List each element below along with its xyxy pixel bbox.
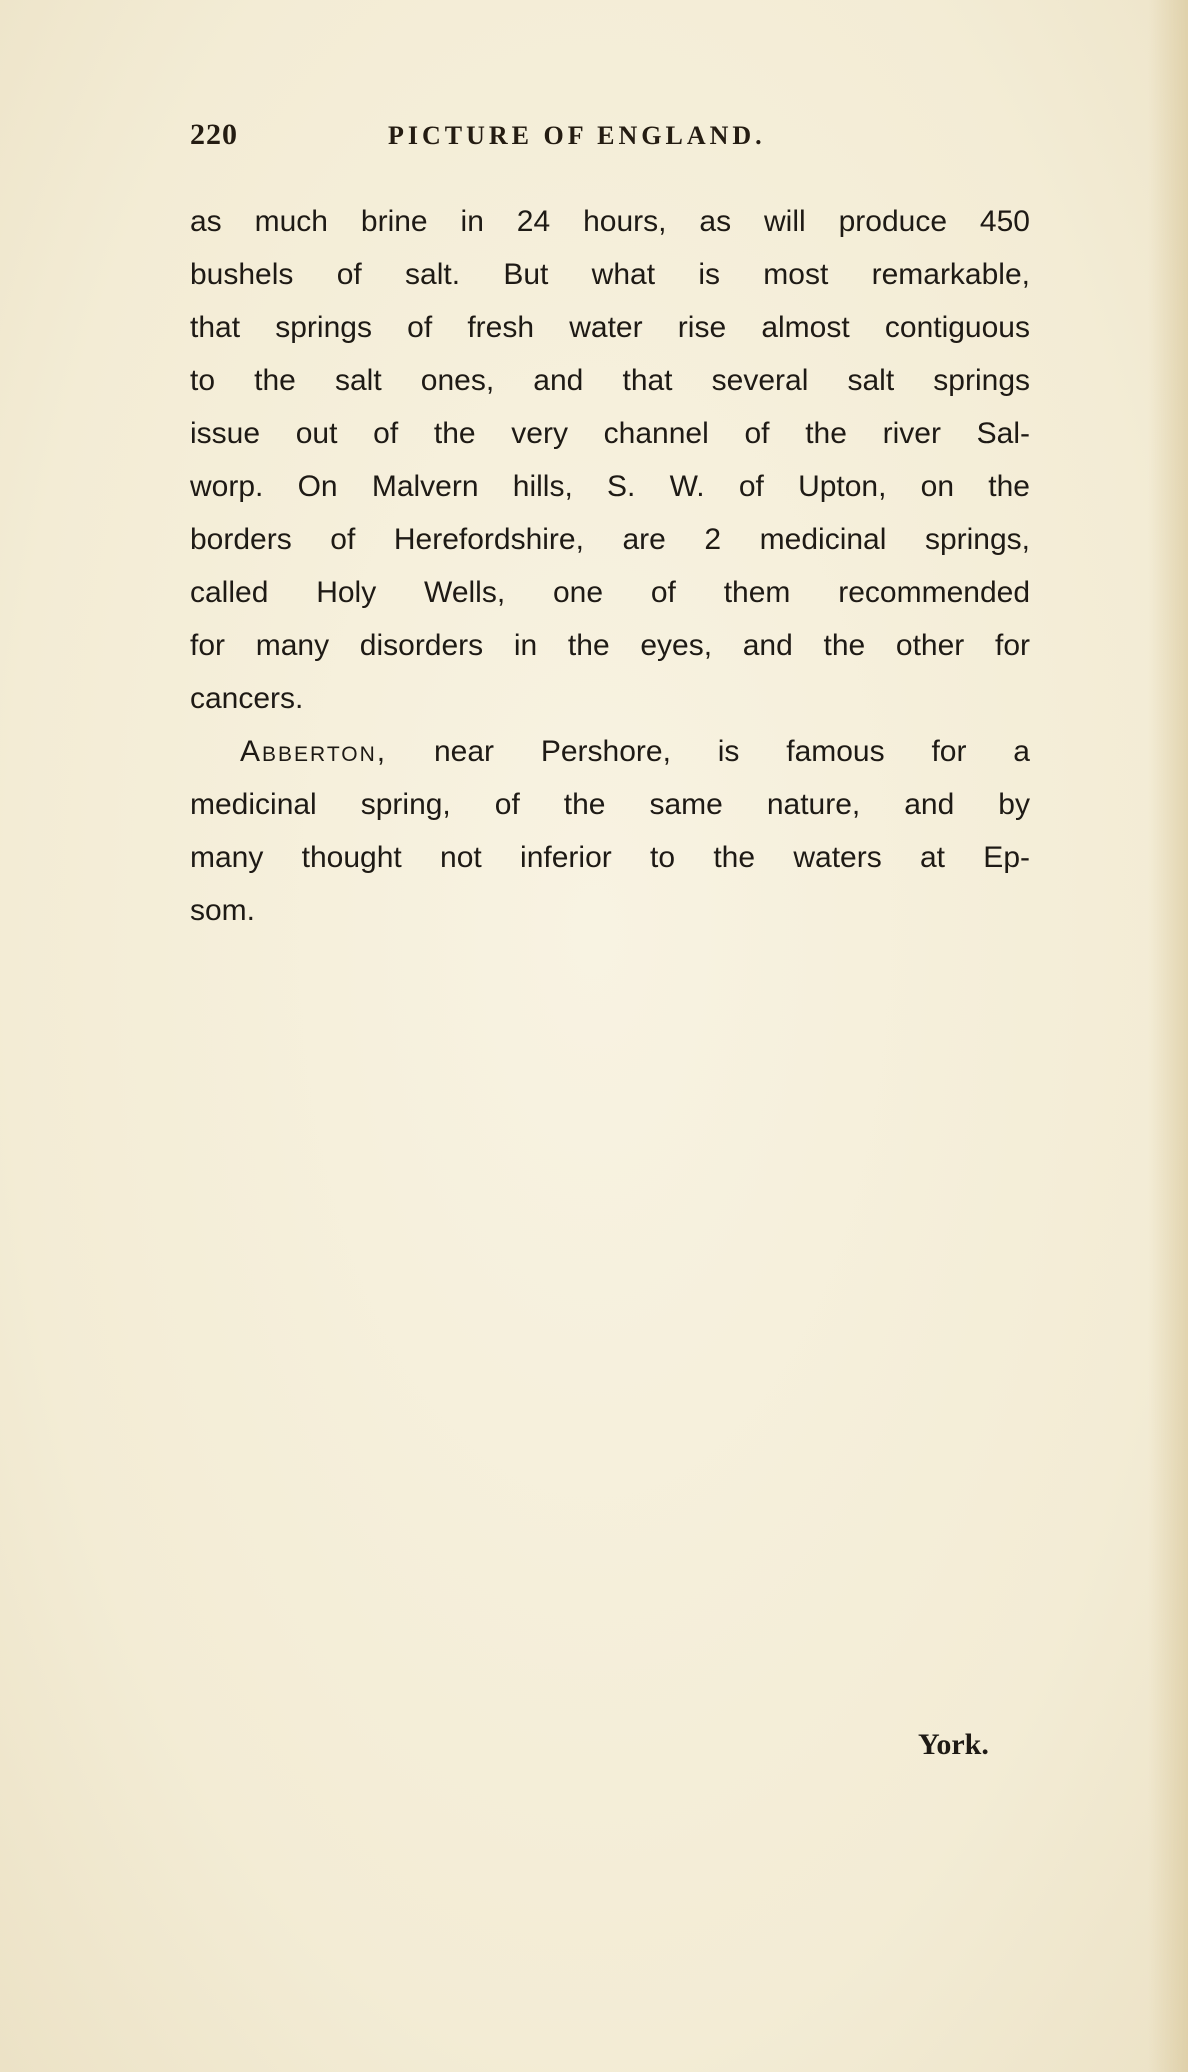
running-title: PICTURE OF ENGLAND.: [388, 121, 766, 150]
body-line: called Holy Wells, one of them recommended: [190, 576, 1030, 609]
body-line: that springs of fresh water rise almost contiguous: [190, 311, 1030, 344]
body-line: borders of Herefordshire, are 2 medicinal springs,: [190, 523, 1030, 556]
body-line: worp. On Malvern hills, S. W. of Upton, on the: [190, 470, 1030, 503]
first-line-text: near Pershore, is famous for a: [433, 735, 1030, 768]
body-line: many thought not inferior to the waters at Ep-: [190, 841, 1030, 874]
paragraph-first-line: [240, 732, 1030, 776]
page-edge-shadow: [1148, 0, 1188, 2072]
body-line: issue out of the very channel of the river Sal-: [190, 417, 1030, 450]
running-head: [190, 118, 1020, 158]
catchword: York.: [918, 1728, 989, 1761]
place-name: Abberton,: [240, 735, 388, 768]
body-line: as much brine in 24 hours, as will produce 450: [190, 205, 1030, 238]
body-line: to the salt ones, and that several salt springs: [190, 364, 1030, 397]
body-line: bushels of salt. But what is most remarkable,: [190, 258, 1030, 291]
body-line: som.: [190, 894, 256, 927]
body-line: for many disorders in the eyes, and the other for: [190, 629, 1030, 662]
page-number: 220: [190, 118, 238, 151]
body-line: cancers.: [190, 682, 304, 715]
body-line: medicinal spring, of the same nature, and by: [190, 788, 1030, 821]
